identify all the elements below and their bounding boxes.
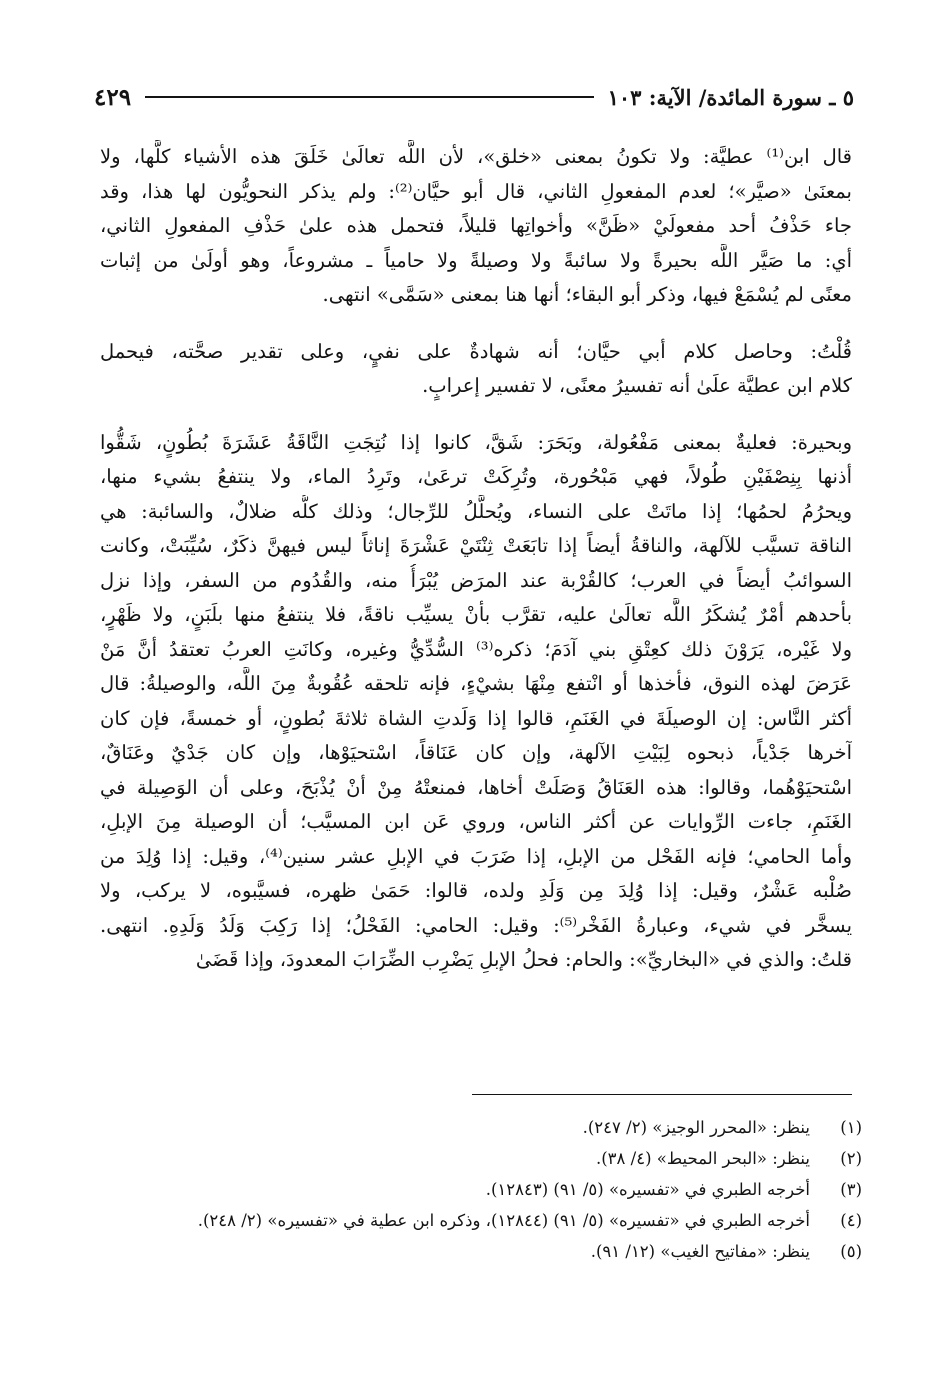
body-text — [100, 140, 852, 978]
footnote — [100, 1112, 862, 1143]
paragraph — [100, 426, 852, 978]
footnote-text: أخرجه الطبري في «تفسيره» (٥/ ٩١) (١٢٨٤٣). — [485, 1180, 810, 1199]
footnote-marker: (١) — [840, 1118, 862, 1137]
text-line: قال ابن⁽¹⁾ عطيَّة: ولا تكونُ بمعنى «خلق»، لأن اللَّه تعالَىٰ خَلَقَ هذه الأشياء كلَّها، ولا — [100, 145, 852, 168]
text-line: السوائبُ أيضاً في العرب؛ كالقُرْبة عند المرَض يُبْرَأُ منه، والقُدُوم من السفر، وإذا نزل — [100, 568, 852, 592]
text-line: بمعنَىٰ «صيَّر»؛ لعدم المفعولِ الثاني، قال أبو حيَّان⁽²⁾: ولم يذكر النحويُّون لها هذا، وقد — [100, 179, 852, 203]
text-line: وبحيرة: فعليةٌ بمعنى مَفْعُولة، وبَحَرَ: شَقَّ، كانوا إذا نُتِجَتِ النَّاقَةُ عَشَرَةَ بُطُونٍ، شَقُّوا — [100, 430, 852, 454]
text-line: الناقة تسيَّب للآلهة، والناقةُ أيضاً إذا تابَعَتْ ثِنْتَيْ عَشْرَةَ إناثاً ليس فيهنَّ ذكَرٌ، سُيِّبَتْ، وكانت — [100, 534, 852, 557]
running-header-title: ٥ ـ سورة المائدة/ الآية: ١٠٣ — [607, 84, 854, 110]
footnote-text: ينظر: «البحر المحيط» (٤/ ٣٨). — [595, 1149, 810, 1168]
page-header — [94, 80, 854, 114]
text-line: قلتُ: والذي في «البخاريِّ»: والحام: فحلُ الإبلِ يَضْرِب الضِّرَابَ المعدودَ، وإذا قَضَىٰ — [195, 948, 852, 971]
text-line: ولا غَيْره، يَرَوْنَ ذلك كعِتْقِ بني آدَمَ؛ ذكره⁽³⁾ السُّدِّيُّ وغيره، وكانَتِ العربُ تعتقدُ أنَّ مَنْ — [100, 637, 852, 661]
text-line: أي: ما صَيَّر اللَّه بحيرةً ولا سائبةً ولا وصيلةً ولا حامياً ـ مشروعاً، وهو أولَىٰ من إثبات — [100, 248, 852, 272]
footnote-marker: (٤) — [840, 1211, 862, 1230]
footnote-marker: (٥) — [840, 1242, 862, 1261]
text-line: أذنها بِنِصْفَيْنِ طُولاً، فهي مَبْحُورة، وتُرِكَتْ ترعَىٰ، وتَرِدُ الماء، ولا ينتفعُ بشيء منها، — [100, 465, 852, 488]
footnote — [100, 1236, 862, 1267]
text-line: وأما الحامي؛ فإنه الفَحْل من الإبلِ، إذا ضَرَبَ في الإبلِ عشر سنين⁽⁴⁾، وقيل: إذا وُلِدَ من — [100, 844, 852, 868]
footnote-text: ينظر: «مفاتيح الغيب» (١٢/ ٩١). — [590, 1242, 810, 1261]
text-line: يسخَّر في شيء، وعبارةُ الفَخْر⁽⁵⁾: وقيل: الحامي: الفَحْلُ؛ إذا رَكِبَ وَلَدُ وَلَدِهِ. انتهى. — [100, 913, 852, 937]
text-line: صُلْبه عَشْرٌ، وقيل: إذا وُلِدَ مِن وَلَدِ ولده، قالوا: حَمَىٰ ظهره، فسيَّبوه، لا يركب، ولا — [100, 879, 852, 902]
footnote-marker: (٢) — [840, 1149, 862, 1168]
text-line: أكثر النَّاس: إن الوصيلَةَ في الغَنَمِ، قالوا إذا وَلَدتِ الشاة ثلاثةَ بُطونٍ، أو خمسةً، فإن كان — [100, 706, 852, 730]
text-line: قُلْتُ: وحاصل كلام أبي حيَّان؛ أنه شهادةٌ على نفيٍ، وعلى تقدير صحَّته، فيحمل — [100, 339, 852, 363]
footnote-separator — [472, 1094, 852, 1095]
footnote-marker: (٣) — [840, 1180, 862, 1199]
text-line: معنًى لم يُسْمَعْ فيها، وذكر أبو البقاء؛ أنها هنا بمعنى «سَمَّى» انتهى. — [322, 283, 852, 306]
footnote-text: أخرجه الطبري في «تفسيره» (٥/ ٩١) (١٢٨٤٤)، وذكره ابن عطية في «تفسيره» (٢/ ٢٤٨). — [197, 1211, 810, 1230]
text-line: آخرها جَدْياً، ذبحوه لِبَيْتِ الآلهة، وإن كان عَنَاقاً، اسْتحيَوْها، وإن كان جَدْيٌ وعَنَاقٌ، — [100, 741, 852, 764]
text-line: عَرَضَ لهذه النوق، فأخذها أو انْتفع مِنْهَا بشيْءٍ، فإنه تلحقه عُقُوبةٌ مِنَ اللَّه، والوصيلةُ: قال — [100, 672, 852, 695]
header-rule — [145, 96, 594, 98]
text-line: كلام ابن عطيَّة علَىٰ أنه تفسيرُ معنًى، لا تفسير إعرابٍ. — [422, 374, 852, 397]
text-line: بأحدهم أمْرٌ يُشكَرُ اللَّه تعالَىٰ عليه، تقرَّب بأنْ يسيِّب ناقةً، فلا ينتفعُ منها بلَبَنٍ، ولا ظَهْرٍ، — [100, 603, 852, 626]
page-number: ٤٢٩ — [94, 83, 132, 111]
footnote — [100, 1205, 862, 1236]
footnote-text: ينظر: «المحرر الوجيز» (٢/ ٢٤٧). — [582, 1118, 810, 1137]
text-line: ويحرُمُ لحمُها؛ إذا ماتَتْ على النساء، ويُحلَّلُ للرِّجال؛ وذلك كلُّه ضلالٌ، والسائبة: هي — [100, 499, 852, 523]
text-line: اسْتحيَوْهُما، وقالوا: هذه العَنَاقُ وَصَلَتْ أخاها، فمنعتْهُ مِنْ أنْ يُذْبَحَ، وعلى أن الوَصِيلة في — [100, 775, 852, 799]
text-line: الغَنَمِ، جاءت الرِّوايات عن أكثر الناس، وروي عَن ابن المسيَّب؛ أن الوصيلة مِنَ الإبلِ، — [100, 810, 852, 833]
text-line: جاء حَذْفُ أحد مفعولَيْ «ظَنَّ» وأخواتِها قليلاً، فتحمل هذه علىٰ حَذْفِ المفعولِ الثاني، — [100, 214, 852, 237]
paragraph — [100, 335, 852, 404]
paragraph — [100, 140, 852, 313]
footnote — [100, 1143, 862, 1174]
footnotes — [100, 1112, 862, 1267]
footnote — [100, 1174, 862, 1205]
